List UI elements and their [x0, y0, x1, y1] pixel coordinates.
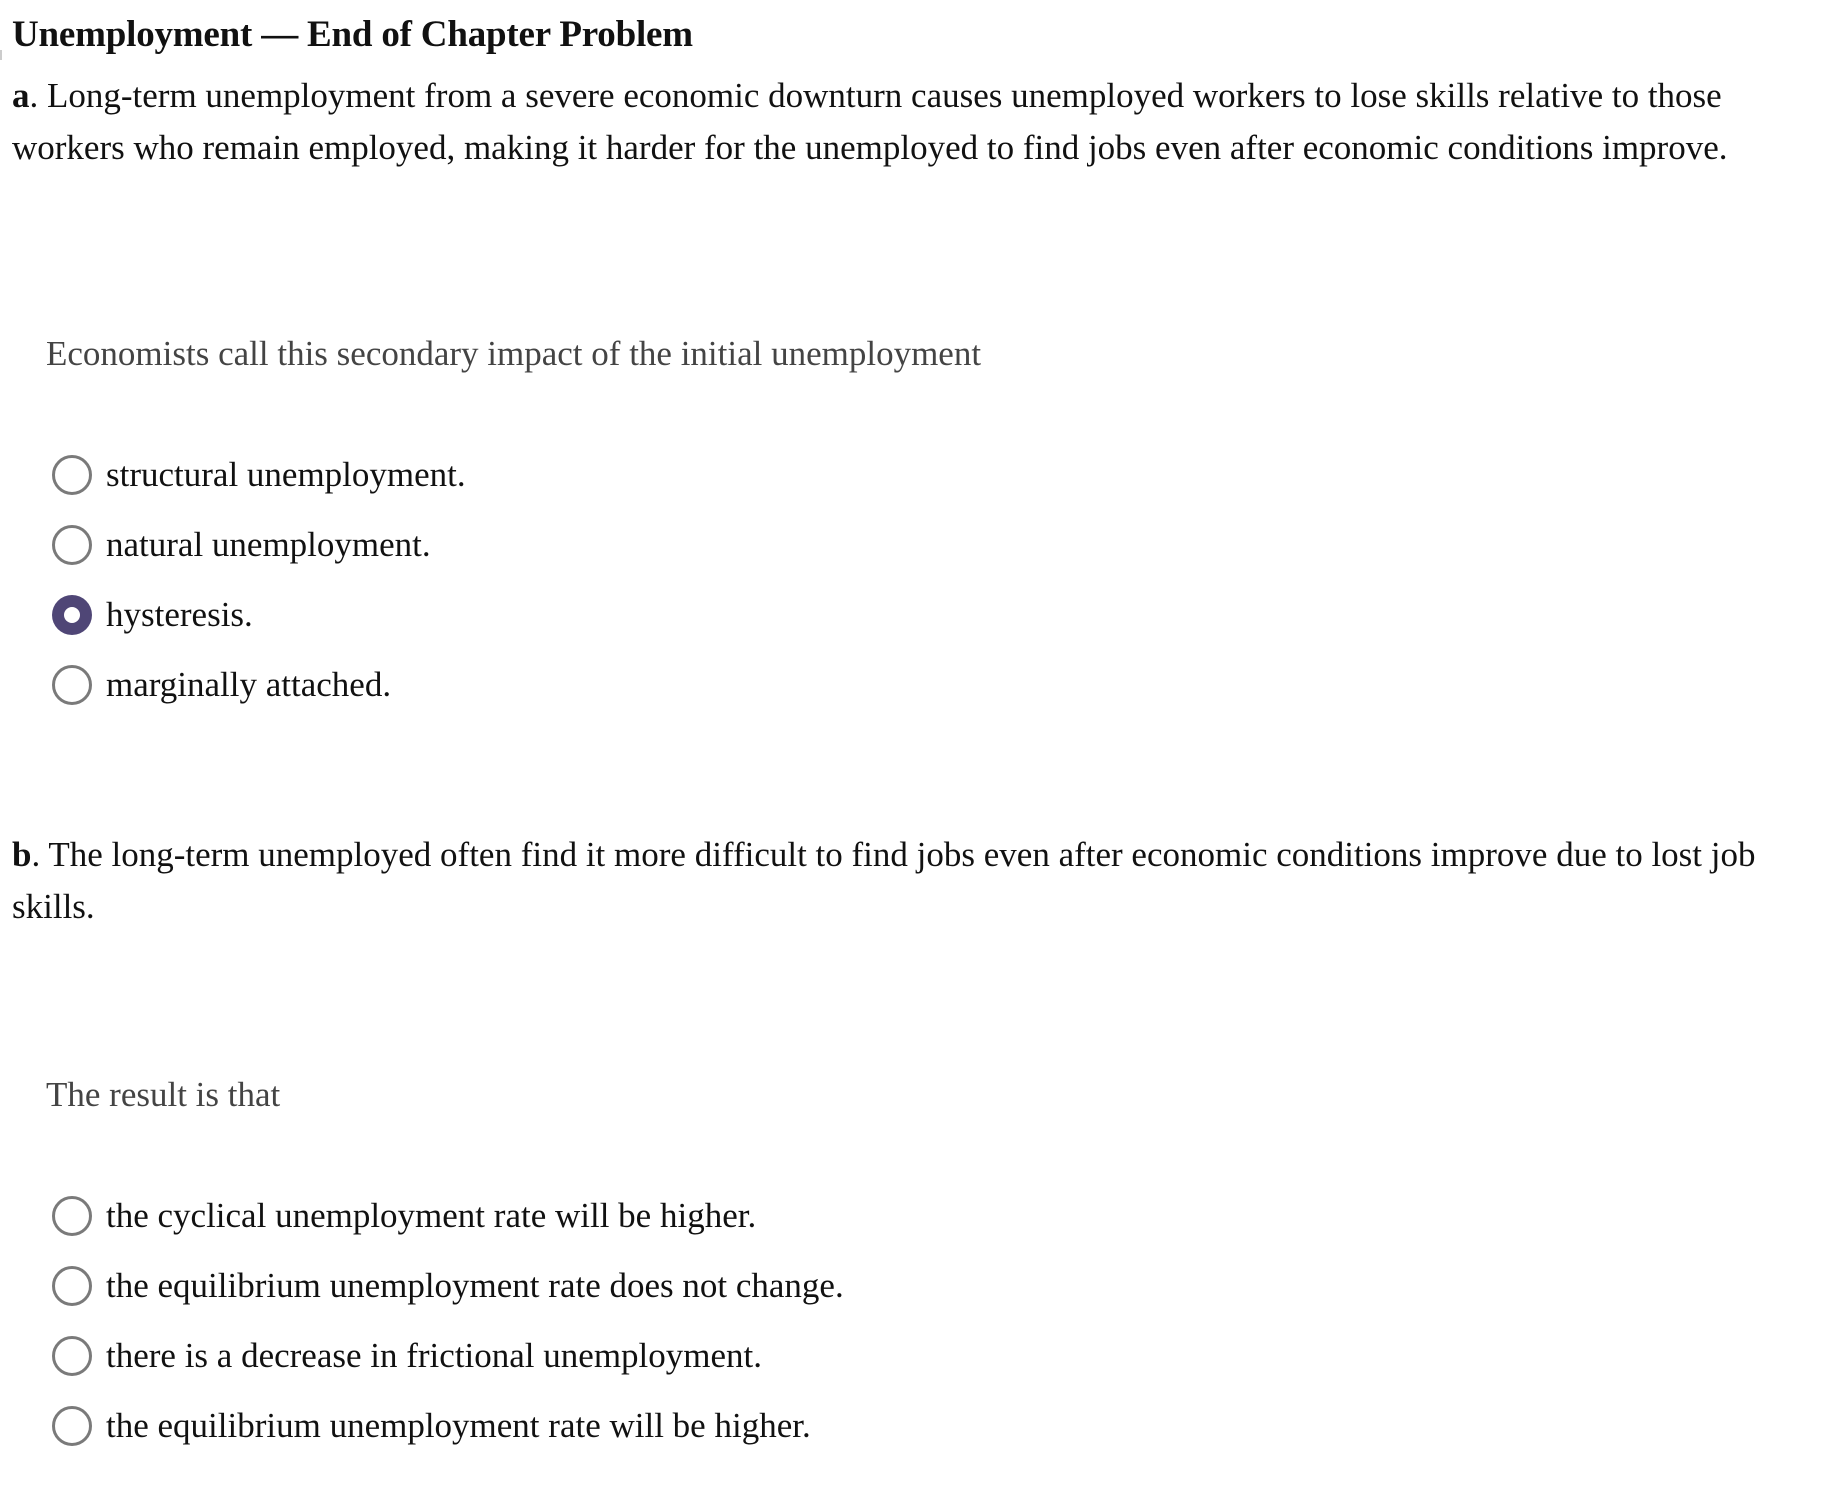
part-b-option-equilibrium-higher[interactable]	[52, 1391, 1252, 1461]
part-b-option-label: there is a decrease in frictional unemployment.	[106, 1336, 762, 1375]
part-b-option-label: the equilibrium unemployment rate does not change.	[106, 1266, 844, 1305]
part-a-option-hysteresis[interactable]	[52, 580, 1252, 650]
part-a-option-label: hysteresis.	[106, 595, 253, 634]
part-a-option-label: marginally attached.	[106, 665, 392, 704]
part-b-prompt: The result is that	[46, 1075, 281, 1114]
part-a-letter: a	[12, 76, 30, 115]
part-b-statement	[12, 829, 1812, 933]
part-b-option-label: the cyclical unemployment rate will be higher.	[106, 1196, 757, 1235]
part-a-statement-text: . Long-term unemployment from a severe economic downturn causes unemployed workers to lose skills relative to those workers who remain employed, making it harder for the unemployed to find jobs even after economic conditions improve.	[12, 76, 1728, 167]
radio-button[interactable]	[52, 1266, 92, 1306]
part-a-statement	[12, 70, 1812, 174]
radio-button[interactable]	[52, 1406, 92, 1446]
part-a-prompt: Economists call this secondary impact of the initial unemployment	[46, 334, 982, 373]
left-edge-marker	[0, 50, 2, 60]
radio-button[interactable]	[52, 665, 92, 705]
part-a-option-natural-unemployment[interactable]	[52, 510, 1252, 580]
radio-button[interactable]	[52, 595, 92, 635]
part-b-letter: b	[12, 835, 32, 874]
radio-button[interactable]	[52, 1196, 92, 1236]
part-b-option-label: the equilibrium unemployment rate will be higher.	[106, 1406, 811, 1445]
part-b-options	[52, 1181, 1252, 1461]
part-a-option-label: natural unemployment.	[106, 525, 431, 564]
page-title: Unemployment — End of Chapter Problem	[12, 14, 693, 55]
radio-button[interactable]	[52, 1336, 92, 1376]
part-b-option-equilibrium-no-change[interactable]	[52, 1251, 1252, 1321]
part-b-option-frictional-decrease[interactable]	[52, 1321, 1252, 1391]
part-b-option-cyclical-higher[interactable]	[52, 1181, 1252, 1251]
part-a-option-label: structural unemployment.	[106, 455, 466, 494]
part-a-option-structural-unemployment[interactable]	[52, 440, 1252, 510]
part-a-options	[52, 440, 1252, 720]
radio-button[interactable]	[52, 455, 92, 495]
part-b-statement-text: . The long-term unemployed often find it more difficult to find jobs even after economic conditions improve due to lost job skills.	[12, 835, 1756, 926]
radio-button[interactable]	[52, 525, 92, 565]
part-a-option-marginally-attached[interactable]	[52, 650, 1252, 720]
